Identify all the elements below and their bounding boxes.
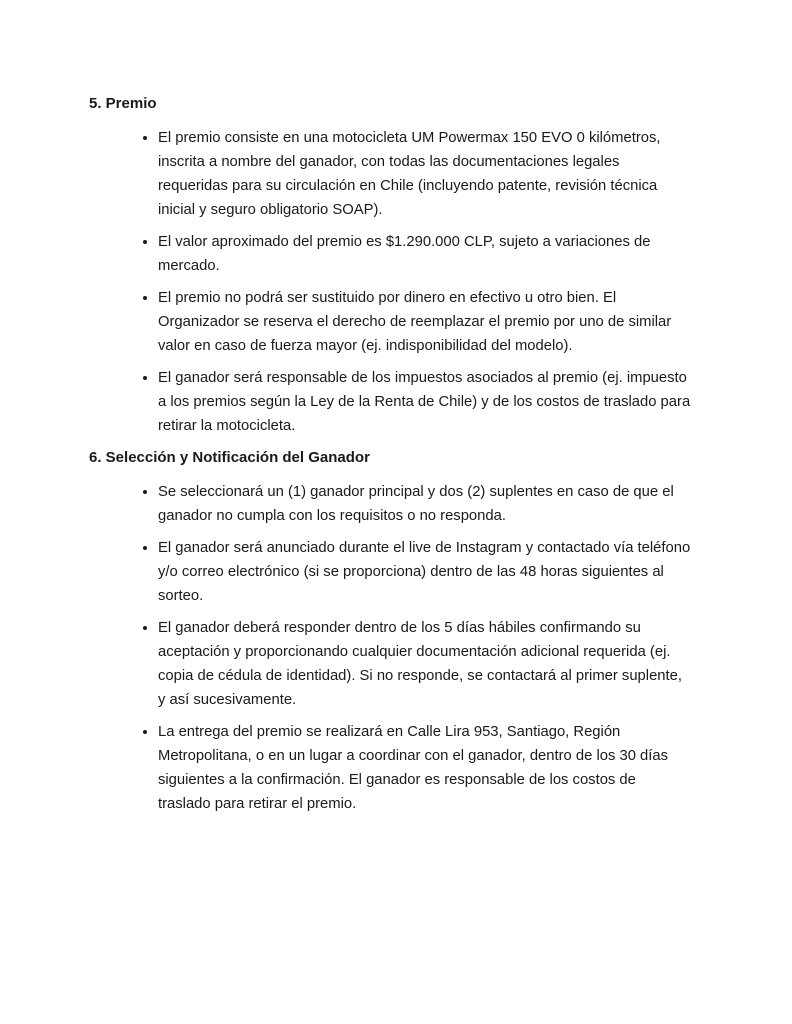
bullet-item: • La entrega del premio se realizará en Calle Lira 953, Santiago, Región Metropolitana, o en un lugar a coordinar con el ganador, dentro de los 30 días siguientes a la confirmación. El ganador es responsable de los costos de traslado para retirar el premio.: [158, 720, 692, 816]
bullet-item: • El valor aproximado del premio es $1.290.000 CLP, sujeto a variaciones de mercado.: [158, 230, 692, 278]
bullet-item: • El premio consiste en una motocicleta UM Powermax 150 EVO 0 kilómetros, inscrita a nombre del ganador, con todas las documentaciones legales requeridas para su circulación en Chile (incluyendo patente, revisión técnica inicial y seguro obligatorio SOAP).: [158, 126, 692, 222]
section-heading-premio: 5. Premio: [89, 95, 157, 112]
bullet-item: • El premio no podrá ser sustituido por dinero en efectivo u otro bien. El Organizador se reserva el derecho de reemplazar el premio por uno de similar valor en caso de fuerza mayor (ej. indisponibilidad del modelo).: [158, 286, 692, 358]
premio-bullet-list: [89, 126, 692, 438]
bullet-item: • El ganador será responsable de los impuestos asociados al premio (ej. impuesto a los premios según la Ley de la Renta de Chile) y de los costos de traslado para retirar la motocicleta.: [158, 366, 692, 438]
bullet-item: • Se seleccionará un (1) ganador principal y dos (2) suplentes en caso de que el ganador no cumpla con los requisitos o no responda.: [158, 480, 692, 528]
seleccion-bullet-list: [89, 480, 692, 816]
bullet-item: • El ganador deberá responder dentro de los 5 días hábiles confirmando su aceptación y proporcionando cualquier documentación adicional requerida (ej. copia de cédula de identidad). Si no responde, se contactará al primer suplente, y así sucesivamente.: [158, 616, 692, 712]
bullet-item: • El ganador será anunciado durante el live de Instagram y contactado vía teléfono y/o correo electrónico (si se proporciona) dentro de las 48 horas siguientes al sorteo.: [158, 536, 692, 608]
section-heading-seleccion-notificacion: 6. Selección y Notificación del Ganador: [89, 449, 370, 466]
